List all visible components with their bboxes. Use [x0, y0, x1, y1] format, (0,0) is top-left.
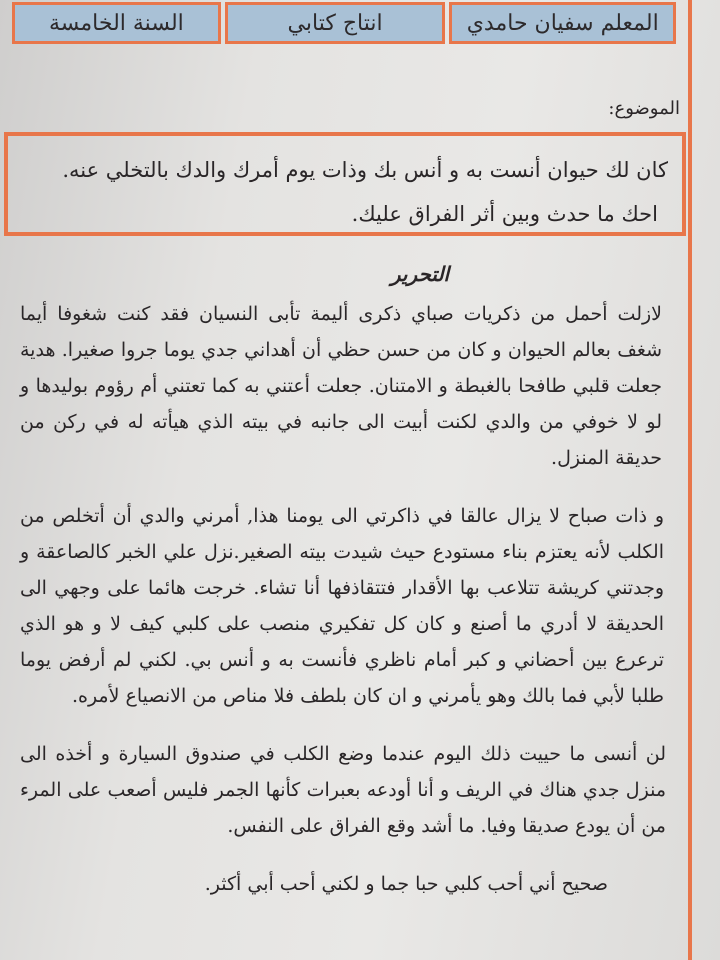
topic-line-2: احك ما حدث وبين أثر الفراق عليك.	[351, 202, 658, 226]
teacher-name-cell: المعلم سفيان حامدي	[449, 2, 676, 44]
essay-paragraph-3: لن أنسى ما حييت ذلك اليوم عندما وضع الكلب في صندوق السيارة و أخذه الى منزل جدي هناك في الريف و أنا أودعه بعبرات كأنها الجمر فليس أصعب على المرء من أن يودع صديقا وفيا. ما أشد وقع الفراق على النفس.	[20, 743, 666, 837]
essay-paragraph-4: صحيح أني أحب كلبي حبا جما و لكني أحب أبي أكثر.	[204, 873, 608, 895]
worksheet-title-cell: انتاج كتابي	[225, 2, 446, 44]
essay-paragraph-1: لازلت أحمل من ذكريات صباي ذكرى أليمة تأبى النسيان فقد كنت شغوفا أيما شغف بعالم الحيوان و كان من حسن حظي أن أهداني جدي يوما جروا صغيرا. هدية جعلت قلبي طافحا بالغبطة و الامتنان. جعلت أعتني به كما تعتني أم رؤوم بوليدها و لو لا خوفي من والدي لكنت أبيت الى جانبه في بيته الذي هيأته له في ركن من حديقة المنزل.	[20, 303, 662, 469]
essay-paragraph-2: و ذات صباح لا يزال عالقا في ذاكرتي الى يومنا هذا, أمرني والدي أن أتخلص من الكلب لأنه يعتزم بناء مستودع حيث شيدت بيته الصغير.نزل علي الخبر كالصاعقة و وجدتني كريشة تتلاعب بها الأقدار فتتقاذفها أنا تشاء. خرجت هائما على وجهي الى الحديقة لا أدري ما أصنع و كان كل تفكيري منصب على كلبي كيف لا و هو الذي ترعرع بين أحضاني و كبر أمام ناظري فأنست به و أنس بي. لكني لم أرفض يوما طلبا لأبي فما بالك وهو يأمرني و ان كان بلطف فلا مناص من الانصياع لأمره.	[20, 505, 664, 707]
margin-rule	[688, 0, 692, 960]
header-table	[12, 2, 676, 44]
topic-box	[4, 132, 686, 236]
grade-level-cell: السنة الخامسة	[12, 2, 221, 44]
essay-body	[20, 296, 668, 924]
section-heading: التحرير	[390, 262, 450, 286]
subject-label: الموضوع:	[608, 98, 680, 119]
topic-line-1: كان لك حيوان أنست به و أنس بك وذات يوم أمرك والدك بالتخلي عنه.	[62, 158, 668, 182]
section-heading-wrap	[0, 262, 720, 286]
